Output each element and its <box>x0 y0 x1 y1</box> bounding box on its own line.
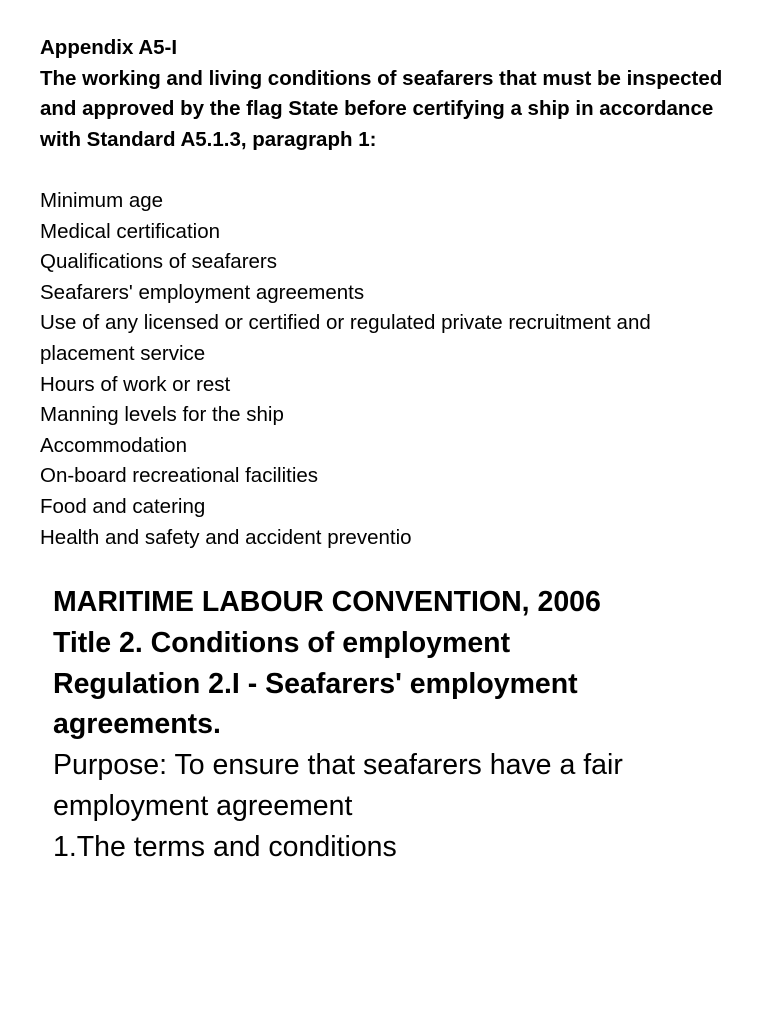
list-item: Accommodation <box>40 433 187 457</box>
list-item: Hours of work or rest <box>40 372 231 396</box>
list-item: Minimum age <box>40 188 164 212</box>
spacer <box>40 155 740 186</box>
purpose-text: Purpose: To ensure that seafarers have a fair employment agreement <box>53 749 623 822</box>
list-item: Seafarers' employment agreements <box>40 280 365 304</box>
list-item: Medical certification <box>40 219 221 243</box>
list-item: Food and catering <box>40 494 206 518</box>
conditions-list <box>40 186 740 553</box>
list-item: On-board recreational facilities <box>40 464 319 488</box>
convention-section <box>53 582 733 868</box>
list-item: Qualifications of seafarers <box>40 250 278 274</box>
title-2-heading: Title 2. Conditions of employment <box>53 626 511 659</box>
appendix-section <box>40 33 740 553</box>
appendix-heading: The working and living conditions of seafarers that must be inspected and approved by the flag State before certifying a ship in accordance with Standard A5.1.3, paragraph 1: <box>40 66 723 151</box>
appendix-title: Appendix A5-I <box>40 36 178 59</box>
list-item: Health and safety and accident preventio <box>40 525 412 549</box>
list-item: Manning levels for the ship <box>40 403 284 427</box>
list-item: Use of any licensed or certified or regulated private recruitment and placement service <box>40 311 651 365</box>
clause-1-text: 1.The terms and conditions <box>53 830 397 863</box>
convention-title: MARITIME LABOUR CONVENTION, 2006 <box>53 586 601 618</box>
regulation-heading: Regulation 2.I - Seafarers' employment agreements. <box>53 667 578 741</box>
